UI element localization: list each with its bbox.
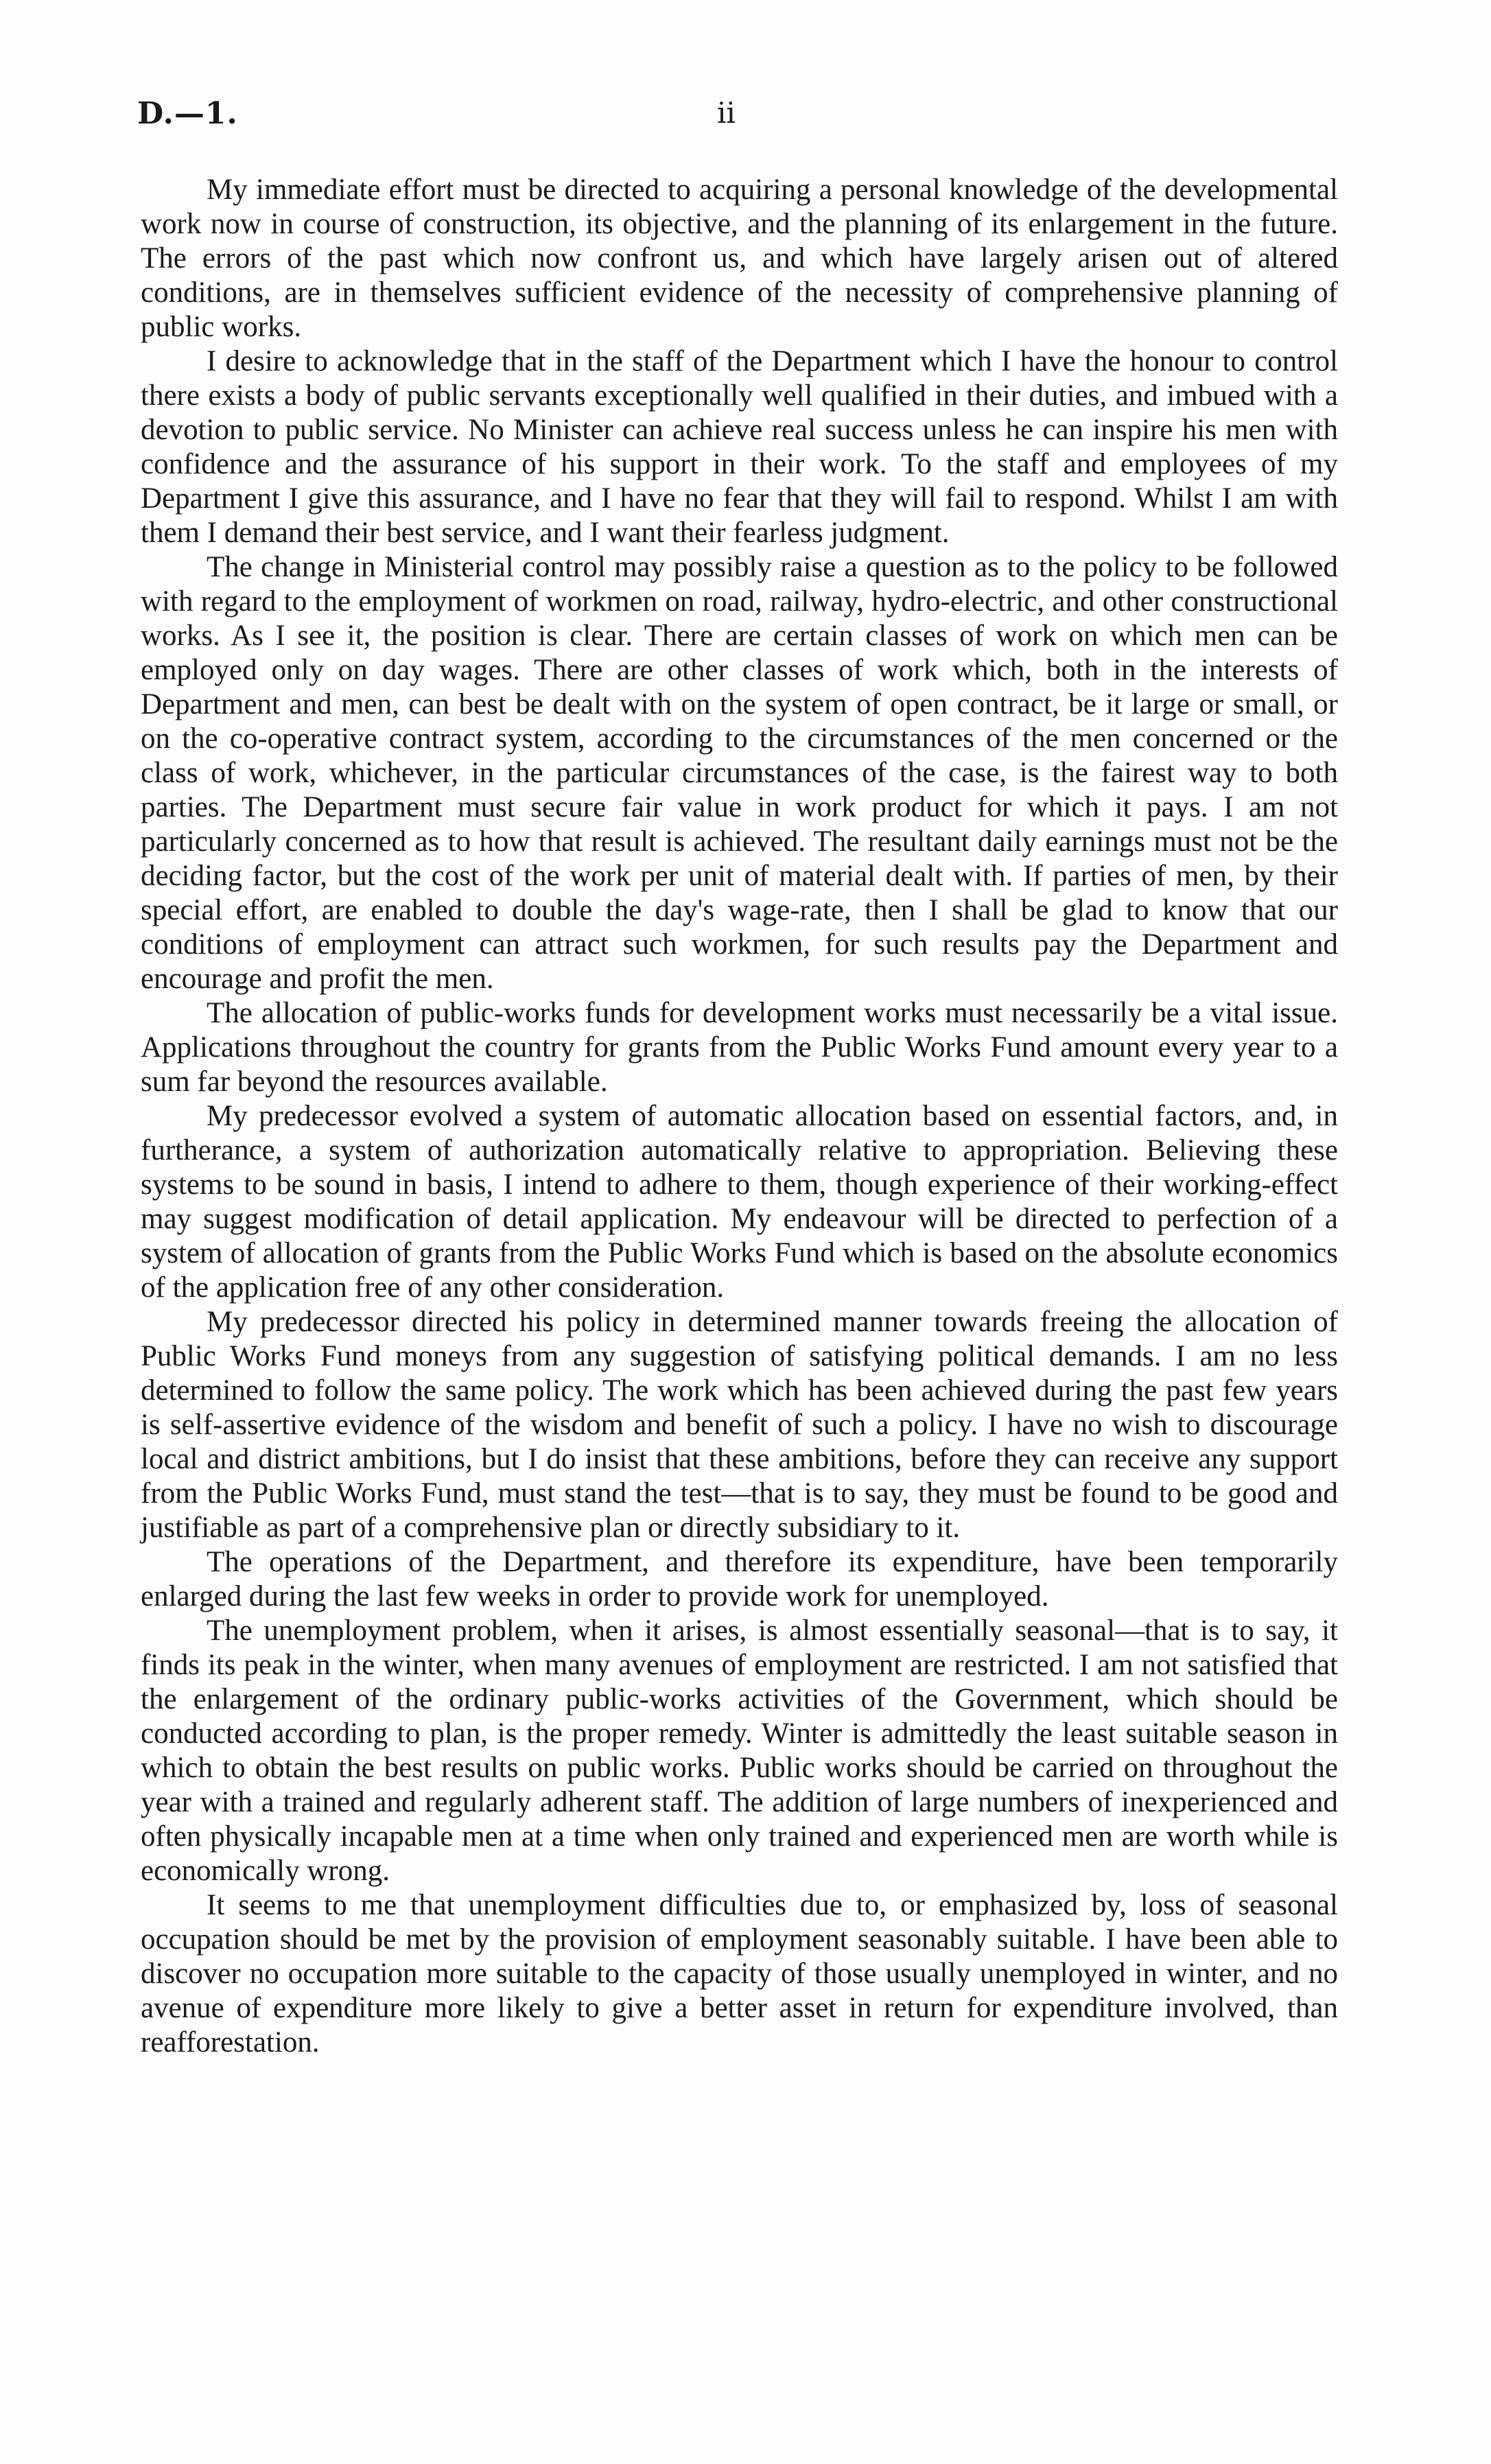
paragraph: The unemployment problem, when it arises, is almost essentially seasonal—that is to say, it finds its peak in the winter, when many avenues of employment are restricted. I am not satisfied that the enlargement of the ordinary public-works activities of the Government, which should be conducted according to plan, is the proper remedy. Winter is admittedly the least suitable season in which to obtain the best results on public works. Public works should be carried on throughout the year with a trained and regularly adherent staff. The addition of large numbers of inexperienced and often physically incapable men at a time when only trained and experienced men are worth while is economically wrong. [141, 1615, 1338, 1887]
page-header [137, 96, 1338, 144]
paragraph: My predecessor evolved a system of automatic allocation based on essential factors, and, in furtherance, a system of authorization automatically relative to appropriation. Believing these systems to be sound in basis, I intend to adhere to them, though experience of their working-effect may suggest modification of detail application. My endeavour will be directed to perfection of a system of allocation of grants from the Public Works Fund which is based on the absolute economics of the application free of any other consideration. [141, 1100, 1338, 1304]
paragraph: My predecessor directed his policy in determined manner towards freeing the allocation of Public Works Fund moneys from any suggestion of satisfying political demands. I am no less determined to follow the same policy. The work which has been achieved during the past few years is self-assertive evidence of the wisdom and benefit of such a policy. I have no wish to discourage local and district ambitions, but I do insist that these ambitions, before they can receive any support from the Public Works Fund, must stand the test—that is to say, they must be found to be good and justifiable as part of a comprehensive plan or directly subsidiary to it. [141, 1306, 1338, 1544]
page-number: ii [717, 96, 736, 130]
paragraph: My immediate effort must be directed to acquiring a personal knowledge of the developmental work now in course of construction, its objective, and the planning of its enlargement in the future. The errors of the past which now confront us, and which have largely arisen out of altered conditions, are in themselves sufficient evidence of the necessity of comprehensive planning of public works. [141, 174, 1338, 343]
paragraph: The allocation of public-works funds for development works must necessarily be a vital issue. Applications throughout the country for grants from the Public Works Fund amount every year to a sum far beyond the resources available. [141, 997, 1338, 1098]
paragraph: The change in Ministerial control may possibly raise a question as to the policy to be followed with regard to the employment of workmen on road, railway, hydro-electric, and other constructional works. As I see it, the position is clear. There are certain classes of work on which men can be employed only on day wages. There are other classes of work which, both in the interests of Department and men, can best be dealt with on the system of open contract, be it large or small, or on the co-operative contract system, according to the circumstances of the men concerned or the class of work, whichever, in the particular circumstances of the case, is the fairest way to both parties. The Department must secure fair value in work product for which it pays. I am not particularly concerned as to how that result is achieved. The resultant daily earnings must not be the deciding factor, but the cost of the work per unit of material dealt with. If parties of men, by their special effort, are enabled to double the day's wage-rate, then I shall be glad to know that our conditions of employment can attract such workmen, for such results pay the Department and encourage and profit the men. [141, 551, 1338, 995]
body-text [141, 173, 1338, 2060]
document-reference: D.—1. [137, 96, 238, 131]
paragraph: It seems to me that unemployment difficulties due to, or emphasized by, loss of seasonal occupation should be met by the provision of employment seasonably suitable. I have been able to discover no occupation more suitable to the capacity of those usually unemployed in winter, and no avenue of expenditure more likely to give a better asset in return for expenditure involved, than reafforestation. [141, 1889, 1338, 2058]
paragraph: The operations of the Department, and therefore its expenditure, have been temporarily enlarged during the last few weeks in order to provide work for unemployed. [141, 1546, 1338, 1612]
paragraph: I desire to acknowledge that in the staff of the Department which I have the honour to control there exists a body of public servants exceptionally well qualified in their duties, and imbued with a devotion to public service. No Minister can achieve real success unless he can inspire his men with confidence and the assurance of his support in their work. To the staff and employees of my Department I give this assurance, and I have no fear that they will fail to respond. Whilst I am with them I demand their best service, and I want their fearless judgment. [141, 345, 1338, 549]
